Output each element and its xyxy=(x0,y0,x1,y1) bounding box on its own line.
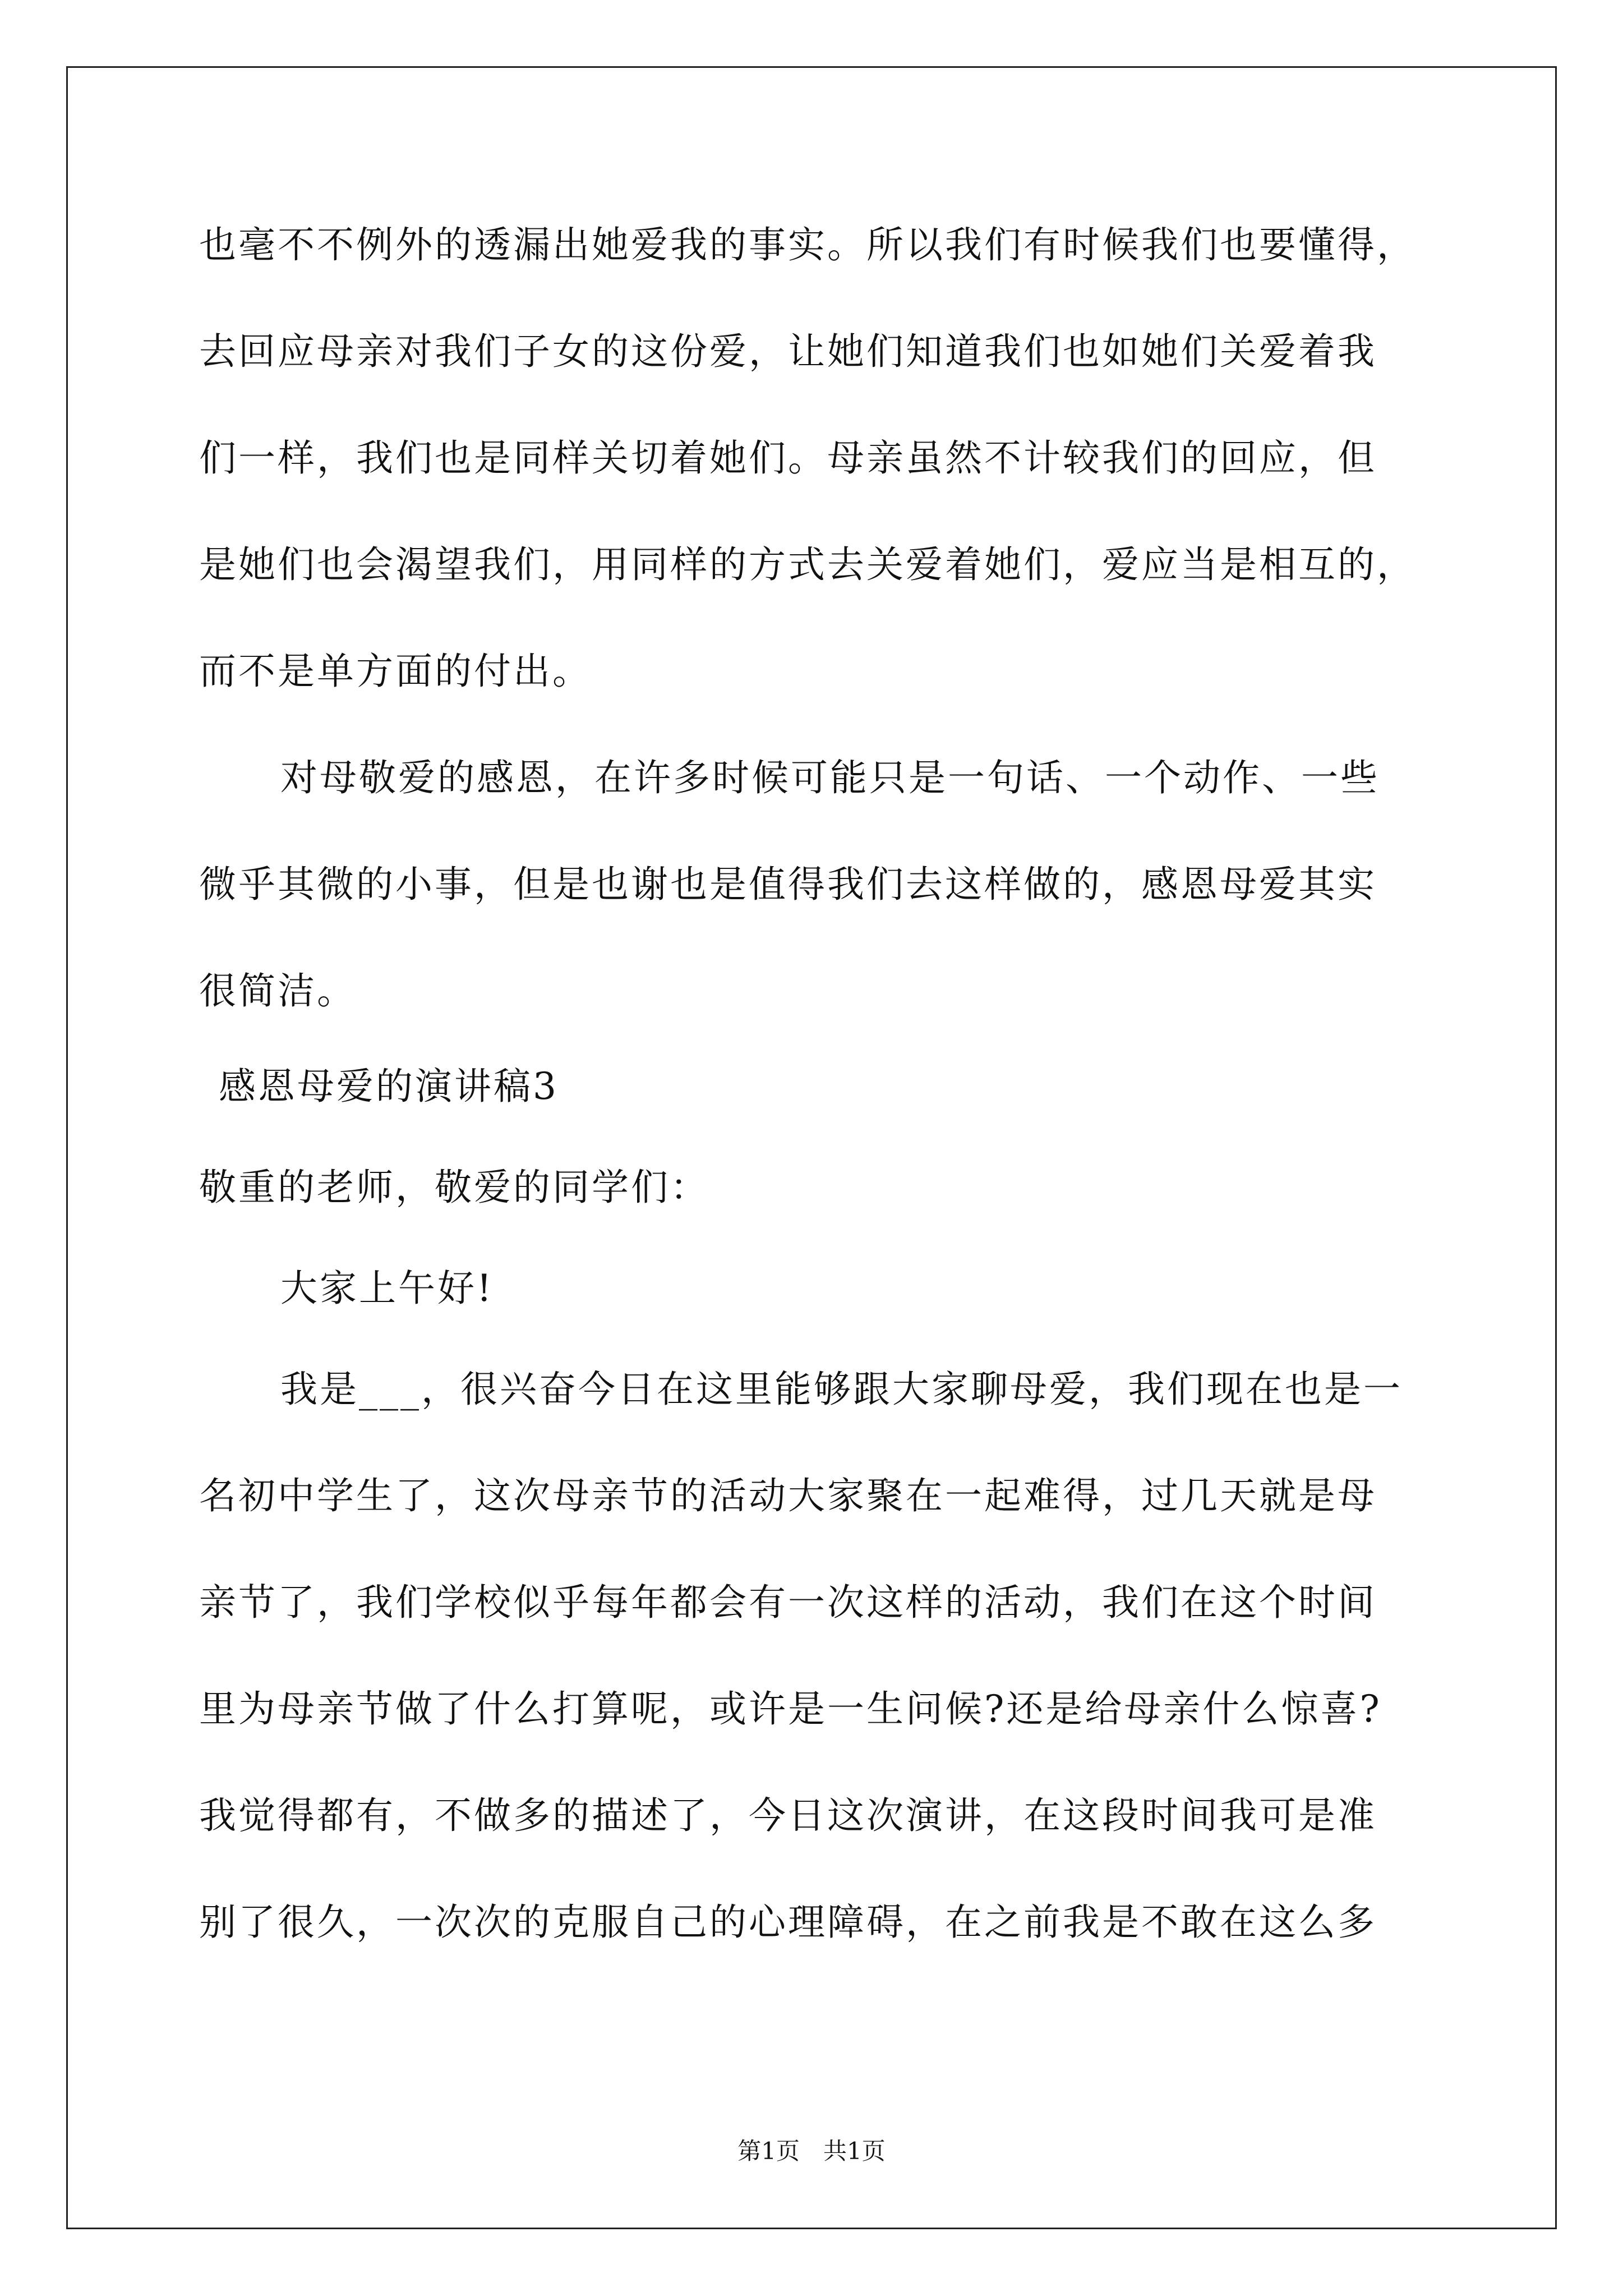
text-line: 去回应母亲对我们子女的这份爱，让她们知道我们也如她们关爱着我 xyxy=(199,330,1377,373)
text-line: 而不是单方面的付出。 xyxy=(199,650,592,693)
text-line: 别了很久，一次次的克服自己的心理障碍，在之前我是不敢在这么多 xyxy=(199,1901,1377,1944)
paragraph-first-line: 我是___，很兴奋今日在这里能够跟大家聊母爱，我们现在也是一 xyxy=(280,1368,1403,1411)
salutation: 敬重的老师，敬爱的同学们： xyxy=(199,1166,709,1209)
text-line: 亲节了，我们学校似乎每年都会有一次这样的活动，我们在这个时间 xyxy=(199,1581,1377,1624)
text-line: 名初中学生了，这次母亲节的活动大家聚在一起难得，过几天就是母 xyxy=(199,1474,1377,1517)
paragraph-first-line: 对母敬爱的感恩，在许多时候可能只是一句话、一个动作、一些 xyxy=(280,756,1380,799)
page-footer: 第1页 共1页 xyxy=(737,2137,886,2165)
text-line: 是她们也会渴望我们，用同样的方式去关爱着她们，爱应当是相互的， xyxy=(199,543,1416,586)
greeting: 大家上午好! xyxy=(280,1267,494,1310)
text-line: 们一样，我们也是同样关切着她们。母亲虽然不计较我们的回应，但 xyxy=(199,436,1377,480)
text-line: 里为母亲节做了什么打算呢，或许是一生问候?还是给母亲什么惊喜? xyxy=(199,1687,1382,1731)
text-line: 也毫不不例外的透漏出她爱我的事实。所以我们有时候我们也要懂得， xyxy=(199,223,1416,266)
section-heading: 感恩母爱的演讲稿3 xyxy=(219,1065,559,1108)
text-line: 很简洁。 xyxy=(199,969,356,1013)
text-line: 微乎其微的小事，但是也谢也是值得我们去这样做的，感恩母爱其实 xyxy=(199,863,1377,906)
text-line: 我觉得都有，不做多的描述了，今日这次演讲，在这段时间我可是准 xyxy=(199,1794,1377,1837)
